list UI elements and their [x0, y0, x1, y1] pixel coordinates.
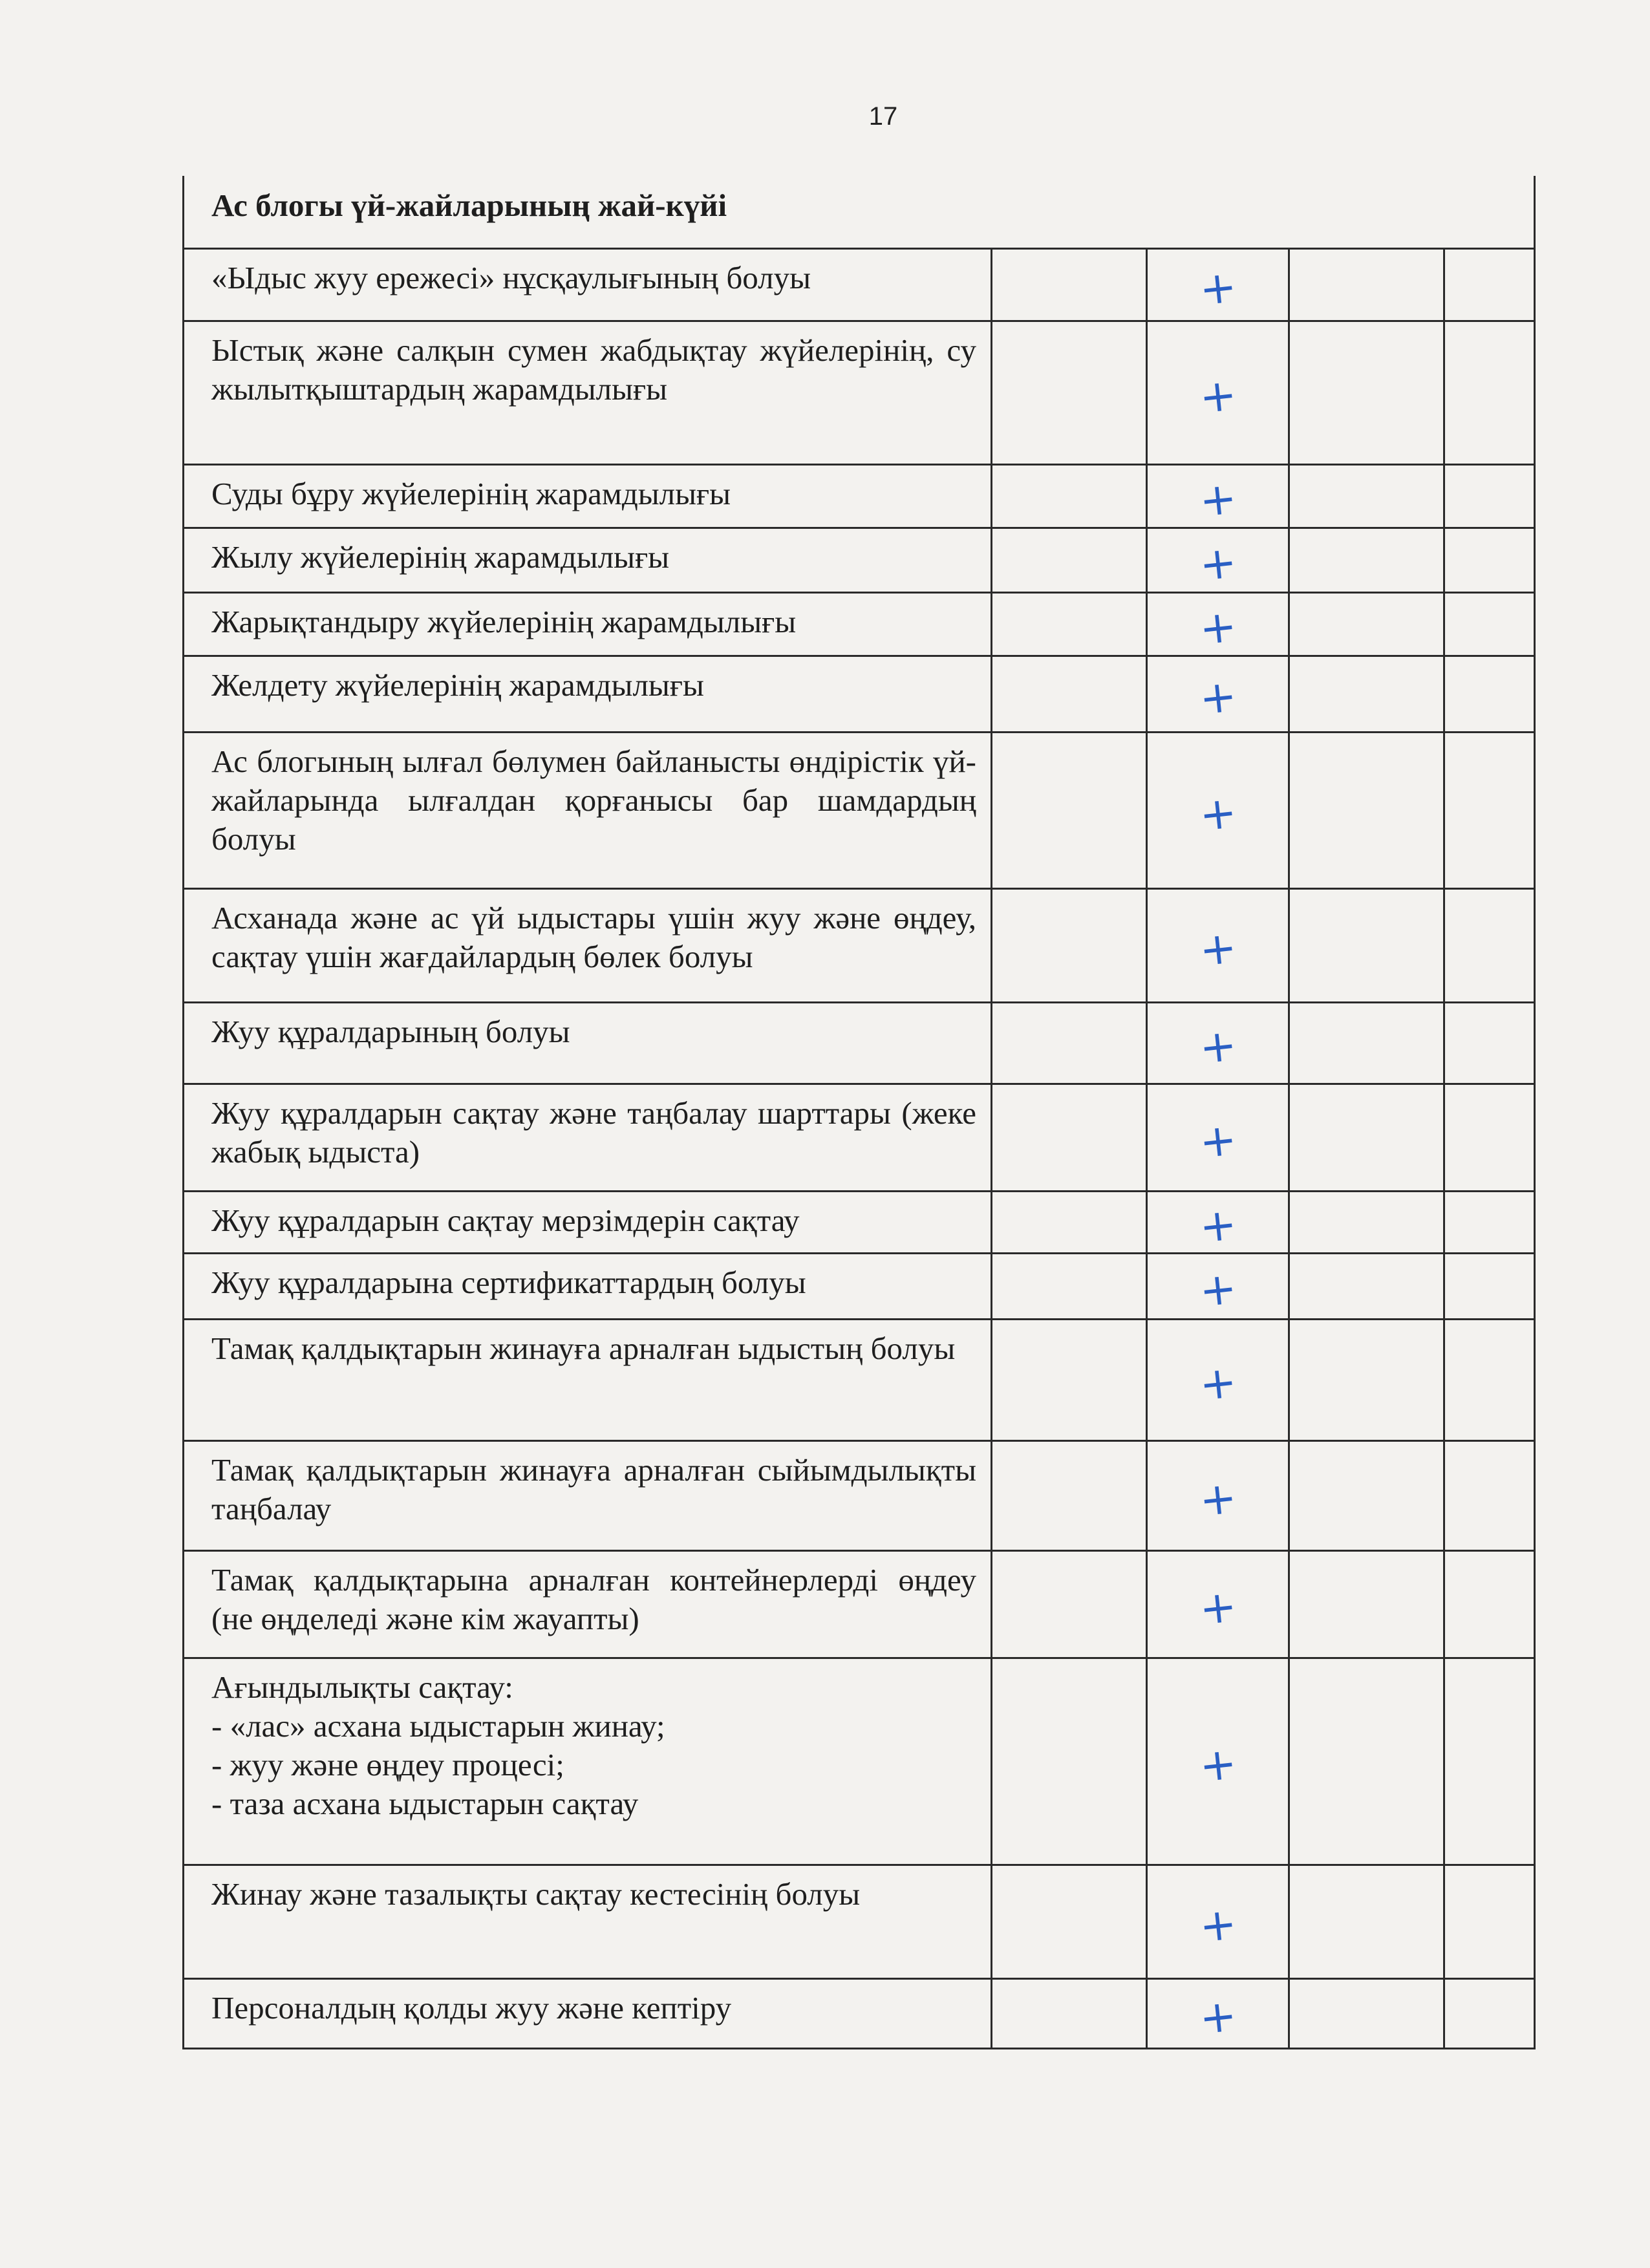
mark-cell-4	[1444, 1865, 1535, 1978]
table-row	[184, 248, 1535, 321]
mark-cell-2	[1147, 1002, 1289, 1084]
table-row	[184, 1319, 1535, 1440]
mark-cell-4	[1444, 248, 1535, 321]
mark-cell-3	[1289, 656, 1444, 732]
mark-cell-2	[1147, 248, 1289, 321]
mark-cell-4	[1444, 656, 1535, 732]
mark-cell-3	[1289, 248, 1444, 321]
table-row	[184, 1253, 1535, 1319]
mark-cell-2	[1147, 464, 1289, 528]
mark-cell-1	[992, 1865, 1147, 1978]
mark-cell-1	[992, 1084, 1147, 1191]
mark-cell-1	[992, 248, 1147, 321]
table-row	[184, 528, 1535, 592]
handwritten-check-mark: +	[1196, 1263, 1239, 1318]
row-label-line: - «лас» асхана ыдыстарын жинау;	[211, 1707, 665, 1744]
mark-cell-1	[992, 1319, 1147, 1440]
mark-cell-4	[1444, 321, 1535, 464]
handwritten-check-mark: +	[1196, 1199, 1239, 1254]
mark-cell-2	[1147, 732, 1289, 888]
mark-cell-1	[992, 732, 1147, 888]
row-label: Персоналдың қолды жуу және кептіру	[184, 1978, 992, 2048]
table-row	[184, 888, 1535, 1002]
handwritten-check-mark: +	[1196, 537, 1239, 592]
table-row	[184, 1865, 1535, 1978]
row-label: Жуу құралдарын сақтау мерзімдерін сақтау	[184, 1191, 992, 1253]
mark-cell-1	[992, 464, 1147, 528]
table-row	[184, 1978, 1535, 2048]
handwritten-check-mark: +	[1196, 261, 1239, 316]
table-row	[184, 464, 1535, 528]
handwritten-check-mark: +	[1196, 1581, 1239, 1636]
mark-cell-2	[1147, 1084, 1289, 1191]
row-label: Асханада және ас үй ыдыстары үшін жуу және өңдеу, сақтау үшін жағдайлардың бөлек болуы	[184, 888, 992, 1002]
handwritten-check-mark: +	[1196, 1898, 1239, 1953]
mark-cell-1	[992, 528, 1147, 592]
mark-cell-2	[1147, 1191, 1289, 1253]
row-label: Жуу құралдарын сақтау және таңбалау шарттары (жеке жабық ыдыста)	[184, 1084, 992, 1191]
handwritten-check-mark: +	[1196, 787, 1239, 842]
mark-cell-3	[1289, 1978, 1444, 2048]
table-row	[184, 1550, 1535, 1658]
mark-cell-3	[1289, 1550, 1444, 1658]
mark-cell-3	[1289, 1865, 1444, 1978]
row-label: Жинау және тазалықты сақтау кестесінің болуы	[184, 1865, 992, 1978]
mark-cell-2	[1147, 1440, 1289, 1550]
row-label: Ыстық және салқын сумен жабдықтау жүйелерінің, су жылытқыштардың жарамдылығы	[184, 321, 992, 464]
row-label: Тамақ қалдықтарын жинауға арналған ыдыстың болуы	[184, 1319, 992, 1440]
table-row	[184, 321, 1535, 464]
mark-cell-1	[992, 1002, 1147, 1084]
mark-cell-4	[1444, 1978, 1535, 2048]
mark-cell-3	[1289, 528, 1444, 592]
handwritten-check-mark: +	[1196, 670, 1239, 725]
table-row	[184, 1002, 1535, 1084]
handwritten-check-mark: +	[1196, 473, 1239, 528]
mark-cell-2	[1147, 1865, 1289, 1978]
page-number: 17	[868, 102, 898, 131]
mark-cell-1	[992, 1191, 1147, 1253]
mark-cell-3	[1289, 321, 1444, 464]
mark-cell-2	[1147, 528, 1289, 592]
mark-cell-3	[1289, 1084, 1444, 1191]
handwritten-check-mark: +	[1196, 1114, 1239, 1169]
mark-cell-1	[992, 321, 1147, 464]
mark-cell-1	[992, 1658, 1147, 1865]
row-label-line: - жуу және өңдеу процесі;	[211, 1746, 564, 1782]
row-label: «Ыдыс жуу ережесі» нұсқаулығының болуы	[184, 248, 992, 321]
mark-cell-3	[1289, 1440, 1444, 1550]
mark-cell-3	[1289, 464, 1444, 528]
mark-cell-1	[992, 592, 1147, 656]
mark-cell-3	[1289, 1002, 1444, 1084]
mark-cell-3	[1289, 592, 1444, 656]
mark-cell-1	[992, 888, 1147, 1002]
mark-cell-2	[1147, 888, 1289, 1002]
handwritten-check-mark: +	[1196, 369, 1239, 424]
handwritten-check-mark: +	[1196, 922, 1239, 977]
mark-cell-3	[1289, 1191, 1444, 1253]
section-header-row	[184, 176, 1535, 248]
mark-cell-3	[1289, 1658, 1444, 1865]
mark-cell-4	[1444, 1550, 1535, 1658]
row-label: Жарықтандыру жүйелерінің жарамдылығы	[184, 592, 992, 656]
row-label-line: Ағындылықты сақтау:	[211, 1669, 513, 1705]
mark-cell-2	[1147, 1978, 1289, 2048]
handwritten-check-mark: +	[1196, 1990, 1239, 2045]
mark-cell-2	[1147, 321, 1289, 464]
table-row	[184, 656, 1535, 732]
mark-cell-2	[1147, 592, 1289, 656]
mark-cell-4	[1444, 1319, 1535, 1440]
mark-cell-4	[1444, 1253, 1535, 1319]
inspection-checklist-table	[182, 176, 1536, 2049]
handwritten-check-mark: +	[1196, 601, 1239, 656]
row-label: Желдету жүйелерінің жарамдылығы	[184, 656, 992, 732]
table-row	[184, 732, 1535, 888]
row-label: Тамақ қалдықтарына арналған контейнерлерді өңдеу (не өңделеді және кім жауапты)	[184, 1550, 992, 1658]
table-row	[184, 1658, 1535, 1865]
row-label: Жылу жүйелерінің жарамдылығы	[184, 528, 992, 592]
table-row	[184, 1191, 1535, 1253]
row-label: Жуу құралдарына сертификаттардың болуы	[184, 1253, 992, 1319]
mark-cell-2	[1147, 1550, 1289, 1658]
handwritten-check-mark: +	[1196, 1472, 1239, 1527]
handwritten-check-mark: +	[1196, 1738, 1239, 1793]
handwritten-check-mark: +	[1196, 1356, 1239, 1411]
mark-cell-1	[992, 1440, 1147, 1550]
section-title: Ас блогы үй-жайларының жай-күйі	[184, 176, 1535, 248]
mark-cell-4	[1444, 1440, 1535, 1550]
row-label: Жуу құралдарының болуы	[184, 1002, 992, 1084]
mark-cell-3	[1289, 888, 1444, 1002]
mark-cell-4	[1444, 1002, 1535, 1084]
mark-cell-1	[992, 1550, 1147, 1658]
mark-cell-4	[1444, 528, 1535, 592]
row-label-line: - таза асхана ыдыстарын сақтау	[211, 1785, 639, 1821]
row-label	[184, 1658, 992, 1865]
row-label: Суды бұру жүйелерінің жарамдылығы	[184, 464, 992, 528]
mark-cell-2	[1147, 656, 1289, 732]
mark-cell-3	[1289, 732, 1444, 888]
table-row	[184, 1084, 1535, 1191]
mark-cell-3	[1289, 1253, 1444, 1319]
mark-cell-4	[1444, 732, 1535, 888]
handwritten-check-mark: +	[1196, 1020, 1239, 1075]
mark-cell-1	[992, 1253, 1147, 1319]
mark-cell-4	[1444, 1658, 1535, 1865]
mark-cell-4	[1444, 592, 1535, 656]
table-row	[184, 592, 1535, 656]
mark-cell-4	[1444, 1191, 1535, 1253]
mark-cell-1	[992, 656, 1147, 732]
mark-cell-4	[1444, 1084, 1535, 1191]
mark-cell-4	[1444, 888, 1535, 1002]
row-label: Тамақ қалдықтарын жинауға арналған сыйымдылықты таңбалау	[184, 1440, 992, 1550]
mark-cell-4	[1444, 464, 1535, 528]
table-row	[184, 1440, 1535, 1550]
mark-cell-2	[1147, 1319, 1289, 1440]
row-label: Ас блогының ылғал бөлумен байланысты өндірістік үй-жайларында ылғалдан қорғанысы бар шамдардың болуы	[184, 732, 992, 888]
mark-cell-3	[1289, 1319, 1444, 1440]
mark-cell-2	[1147, 1253, 1289, 1319]
mark-cell-1	[992, 1978, 1147, 2048]
mark-cell-2	[1147, 1658, 1289, 1865]
